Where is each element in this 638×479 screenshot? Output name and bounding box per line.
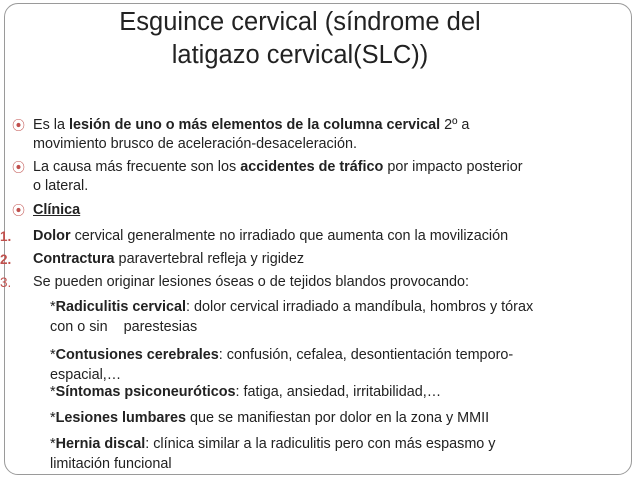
bold-segment: Radiculitis cervical — [55, 299, 186, 315]
text-segment: que se manifiestan por dolor en la zona y MMII — [185, 410, 490, 426]
bold-segment: Contractura — [33, 251, 115, 267]
bold-segment: Lesiones lumbares — [55, 410, 186, 426]
target-bullet-icon: ⦿ — [12, 203, 26, 218]
text-segment: limitación funcional — [50, 456, 172, 472]
bold-segment: Contusiones cerebrales — [55, 347, 219, 363]
text-segment: : confusión, cefalea, desontientación temporo- — [218, 347, 514, 363]
title-line-2: latigazo cervical(SLC)) — [171, 41, 429, 69]
bullet-text — [33, 201, 623, 220]
text-segment: * — [50, 384, 56, 400]
text-segment: : fatiga, ansiedad, irritabilidad,… — [235, 384, 442, 400]
item-number: 1. — [0, 229, 12, 244]
bold-segment: Hernia discal — [55, 436, 146, 452]
numbered-text — [33, 227, 623, 246]
sub-item — [50, 345, 620, 385]
sub-item — [50, 408, 620, 428]
item-number: 3. — [0, 275, 12, 290]
text-segment: * — [50, 410, 56, 426]
bullet-text — [33, 158, 623, 196]
item-number: 2. — [0, 252, 12, 267]
text-segment: con o sin parestesias — [50, 319, 198, 335]
text-segment: * — [50, 347, 56, 363]
bold-segment: Síntomas psiconeuróticos — [55, 384, 236, 400]
text-segment: La causa más frecuente son los — [33, 159, 241, 175]
text-segment: * — [50, 299, 56, 315]
text-segment: por impacto posterior — [383, 159, 523, 175]
bold-segment: lesión de uno o más elementos de la columna cervical — [69, 117, 441, 133]
bold-segment: Dolor — [33, 228, 71, 244]
section-heading: Clínica — [33, 202, 81, 218]
text-segment: : dolor cervical irradiado a mandíbula, hombros y tórax — [186, 299, 534, 315]
text-segment: Es la — [33, 117, 69, 133]
text-segment: o lateral. — [33, 178, 89, 194]
numbered-text: Se pueden originar lesiones óseas o de tejidos blandos provocando: — [33, 274, 470, 290]
text-segment: paravertebral refleja y rigidez — [114, 251, 305, 267]
sub-item — [50, 434, 620, 474]
title-line-1: Esguince cervical (síndrome del — [119, 8, 481, 36]
target-bullet-icon: ⦿ — [12, 118, 26, 133]
sub-item — [50, 382, 620, 402]
slide-title — [40, 6, 560, 72]
text-segment: espacial,… — [50, 367, 122, 383]
target-bullet-icon: ⦿ — [12, 160, 26, 175]
bullet-text — [33, 116, 623, 154]
numbered-text — [33, 250, 623, 269]
text-segment: 2º a — [440, 117, 470, 133]
text-segment: cervical generalmente no irradiado que aumenta con la movilización — [70, 228, 509, 244]
bold-segment: accidentes de tráfico — [240, 159, 384, 175]
sub-item — [50, 297, 620, 337]
text-segment: * — [50, 436, 56, 452]
text-segment: movimiento brusco de aceleración-desaceleración. — [33, 136, 357, 152]
text-segment: : clínica similar a la radiculitis pero con más espasmo y — [145, 436, 496, 452]
